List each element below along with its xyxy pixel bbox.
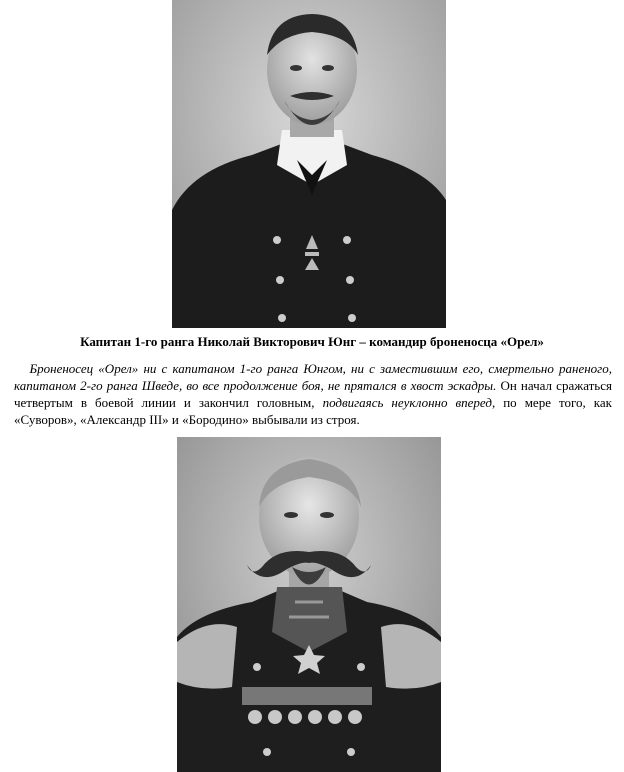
portrait-image bbox=[177, 437, 441, 772]
portrait-image bbox=[172, 0, 446, 328]
portrait-photo-yung bbox=[172, 0, 446, 328]
body-paragraph bbox=[14, 360, 612, 428]
portrait-photo-second-officer bbox=[177, 437, 441, 772]
paragraph-italic-run-1: Броненосец «Орел» ни с капитаном 1-го ранга Юнгом, ни с заместившим его, смертельно раненого, капитаном 2-го ранга Шведе, во все продолжение боя, не прятался в хвост эскадры. bbox=[14, 361, 613, 393]
paragraph-run-2: Он начал сражаться четвертым в боевой линии и закончил головным, bbox=[14, 378, 612, 410]
paragraph-indent bbox=[14, 361, 29, 376]
paragraph-italic-run-3: подвигаясь неуклонно вперед bbox=[322, 395, 492, 410]
photo-caption: Капитан 1-го ранга Николай Викторович Юнг – командир броненосца «Орел» bbox=[80, 334, 544, 349]
paragraph-run-4: , по мере того, как «Суворов», «Александр III» и «Бородино» выбывали из строя. bbox=[14, 395, 612, 427]
